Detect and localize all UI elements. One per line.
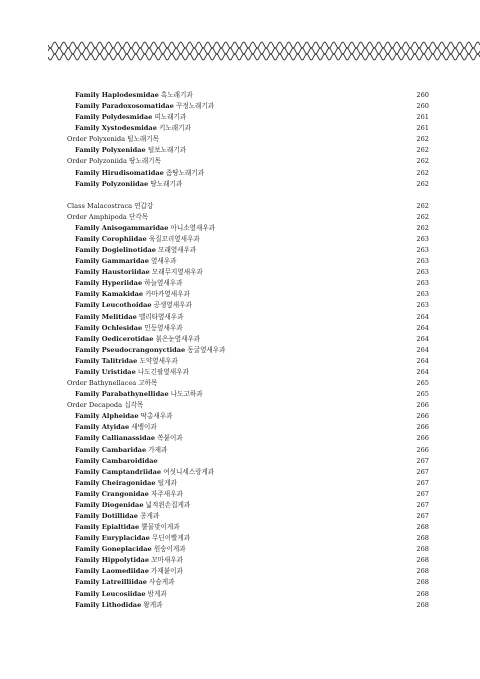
entry-page-number: 265 xyxy=(416,379,429,388)
entry-korean-name: 동굴옆새우과 xyxy=(187,345,226,354)
toc-entry-family[interactable] xyxy=(67,90,429,101)
entry-label xyxy=(67,134,159,145)
toc-entry-family[interactable] xyxy=(67,589,429,600)
toc-entry-family[interactable] xyxy=(67,145,429,156)
entry-scientific-name: Family Pseudocrangonyctidae xyxy=(75,345,186,354)
entry-scientific-name: Family Dotillidae xyxy=(75,511,138,520)
toc-entry-family[interactable] xyxy=(67,544,429,555)
entry-scientific-name: Family Cambaridae xyxy=(75,445,147,454)
entry-label xyxy=(75,267,203,278)
entry-korean-name: 원숭이게과 xyxy=(153,545,186,554)
entry-page-number: 262 xyxy=(416,212,429,221)
toc-entry-family[interactable] xyxy=(67,334,429,345)
entry-scientific-name: Family Lithodidae xyxy=(75,600,142,609)
entry-label xyxy=(75,112,186,123)
entry-scientific-name: Family Leucosiidae xyxy=(75,589,146,598)
toc-entry-order[interactable] xyxy=(67,400,429,411)
toc-entry-family[interactable] xyxy=(67,356,429,367)
entry-label xyxy=(75,145,186,156)
entry-label xyxy=(75,555,183,566)
entry-scientific-name: Family Paradoxosomatidae xyxy=(75,102,174,111)
entry-korean-name: 밤게과 xyxy=(147,589,167,598)
entry-page-number: 262 xyxy=(416,157,429,166)
table-of-contents xyxy=(67,90,429,611)
entry-label xyxy=(75,389,203,400)
entry-korean-name: 붉은눈옆새우과 xyxy=(155,334,201,343)
toc-entry-family[interactable] xyxy=(67,256,429,267)
entry-label xyxy=(75,179,182,190)
entry-korean-name: 자주새우과 xyxy=(151,489,183,498)
entry-scientific-name: Family Hippolytidae xyxy=(75,556,150,565)
entry-korean-name: 하늘옆새우과 xyxy=(144,279,183,288)
entry-korean-name: 꾸정노래기과 xyxy=(175,102,215,111)
entry-label xyxy=(75,577,175,588)
toc-entry-family[interactable] xyxy=(67,600,429,611)
entry-label xyxy=(75,600,163,611)
entry-page-number: 268 xyxy=(416,567,429,576)
entry-scientific-name: Order Bathynellacea xyxy=(67,379,137,388)
entry-page-number: 263 xyxy=(416,301,429,310)
toc-entry-family[interactable] xyxy=(67,456,429,467)
entry-scientific-name: Family Leucothoidae xyxy=(75,301,152,310)
entry-korean-name: 나도긴팔옆새우과 xyxy=(137,367,189,376)
entry-scientific-name: Family Diogenidae xyxy=(75,500,144,509)
entry-label xyxy=(75,245,196,256)
entry-page-number: 262 xyxy=(416,223,429,232)
entry-scientific-name: Family Parabathynellidae xyxy=(75,390,169,399)
entry-label xyxy=(75,123,191,134)
entry-korean-name: 새뱅이과 xyxy=(131,423,157,432)
entry-scientific-name: Family Uristidae xyxy=(75,367,136,376)
entry-page-number: 260 xyxy=(416,102,429,111)
entry-korean-name: 넓적왼손집게과 xyxy=(145,500,191,509)
entry-label xyxy=(75,101,214,112)
entry-korean-name: 여섯니세스랑게과 xyxy=(163,467,215,476)
toc-entry-family[interactable] xyxy=(67,223,429,234)
toc-entry-order[interactable] xyxy=(67,212,429,223)
toc-entry-family[interactable] xyxy=(67,411,429,422)
entry-label xyxy=(75,256,177,267)
entry-page-number: 264 xyxy=(416,334,429,343)
entry-page-number: 267 xyxy=(416,511,429,520)
entry-label xyxy=(75,478,177,489)
toc-entry-family[interactable] xyxy=(67,522,429,533)
entry-label xyxy=(75,234,200,245)
toc-entry-family[interactable] xyxy=(67,445,429,456)
entry-label xyxy=(75,367,189,378)
entry-label xyxy=(75,566,183,577)
entry-scientific-name: Order Amphipoda xyxy=(67,212,127,221)
entry-page-number: 264 xyxy=(416,367,429,376)
entry-korean-name: 단각목 xyxy=(128,212,149,221)
entry-korean-name: 사슴게과 xyxy=(149,578,175,587)
entry-page-number: 268 xyxy=(416,578,429,587)
toc-entry-class[interactable] xyxy=(67,201,429,212)
entry-page-number: 263 xyxy=(416,235,429,244)
entry-page-number: 264 xyxy=(416,356,429,365)
entry-korean-name: 육질꼬리옆새우과 xyxy=(148,235,200,244)
toc-entry-family[interactable] xyxy=(67,533,429,544)
toc-entry-family[interactable] xyxy=(67,289,429,300)
entry-page-number: 263 xyxy=(416,279,429,288)
entry-page-number: 263 xyxy=(416,268,429,277)
entry-page-number: 268 xyxy=(416,545,429,554)
entry-scientific-name: Family Cheiragonidae xyxy=(75,478,156,487)
entry-korean-name: 공생옆새우과 xyxy=(153,301,192,310)
entry-page-number: 266 xyxy=(416,423,429,432)
entry-korean-name: 십각목 xyxy=(124,401,144,410)
entry-label xyxy=(75,433,183,444)
entry-label xyxy=(67,378,157,389)
entry-scientific-name: Order Decapoda xyxy=(67,401,123,410)
entry-label xyxy=(75,467,214,478)
entry-korean-name: 카마카옆새우과 xyxy=(145,290,190,299)
entry-scientific-name: Family Haplodesmidae xyxy=(75,91,159,99)
entry-label xyxy=(75,223,215,234)
entry-label xyxy=(75,300,192,311)
toc-entry-family[interactable] xyxy=(67,345,429,356)
entry-page-number: 267 xyxy=(416,467,429,476)
entry-page-number: 260 xyxy=(416,91,429,99)
entry-label xyxy=(67,212,148,223)
entry-page-number: 267 xyxy=(416,489,429,498)
entry-scientific-name: Family Hyperiidae xyxy=(75,279,143,288)
entry-page-number: 265 xyxy=(416,390,429,399)
toc-entry-family[interactable] xyxy=(67,179,429,190)
entry-korean-name: 털게과 xyxy=(157,478,177,487)
entry-page-number: 267 xyxy=(416,500,429,509)
entry-korean-name: 콩게과 xyxy=(140,511,160,520)
toc-entry-order[interactable] xyxy=(67,156,429,167)
entry-scientific-name: Family Polyxenidae xyxy=(75,146,146,155)
entry-scientific-name: Family Latreilliidae xyxy=(75,578,147,587)
entry-page-number: 266 xyxy=(416,434,429,443)
entry-korean-name: 고하목 xyxy=(138,379,158,388)
toc-entry-family[interactable] xyxy=(67,101,429,112)
entry-korean-name: 멜리타옆새우과 xyxy=(138,312,184,321)
entry-korean-name: 옆새우과 xyxy=(151,257,177,266)
entry-page-number: 262 xyxy=(416,146,429,155)
entry-scientific-name: Order Polyzoniida xyxy=(67,157,127,166)
entry-page-number: 261 xyxy=(416,113,429,122)
entry-label xyxy=(67,156,161,167)
entry-korean-name: 무딘이빨게과 xyxy=(151,534,191,543)
entry-label xyxy=(75,356,178,367)
entry-label xyxy=(75,422,157,433)
entry-label xyxy=(75,589,167,600)
toc-entry-family[interactable] xyxy=(67,168,429,179)
entry-page-number: 262 xyxy=(416,179,429,188)
section-spacer xyxy=(67,190,429,201)
entry-scientific-name: Family Talitridae xyxy=(75,356,138,365)
entry-scientific-name: Family Laomediidae xyxy=(75,567,149,576)
entry-scientific-name: Family Goneplacidae xyxy=(75,545,152,554)
entry-scientific-name: Order Polyxenida xyxy=(67,135,126,144)
entry-scientific-name: Family Xystodesmidae xyxy=(75,124,157,133)
entry-page-number: 268 xyxy=(416,556,429,565)
entry-page-number: 262 xyxy=(416,168,429,177)
entry-korean-name: 혹노래기과 xyxy=(160,91,193,99)
entry-scientific-name: Family Polydesmidae xyxy=(75,113,153,122)
entry-korean-name: 띠노래기과 xyxy=(154,113,187,122)
toc-entry-family[interactable] xyxy=(67,422,429,433)
entry-scientific-name: Family Corophiidae xyxy=(75,235,147,244)
entry-korean-name: 땅노래기목 xyxy=(129,157,161,166)
entry-scientific-name: Family Oedicerotidae xyxy=(75,334,154,343)
entry-korean-name: 도약옆새우과 xyxy=(139,356,178,365)
entry-label xyxy=(75,544,186,555)
entry-page-number: 263 xyxy=(416,246,429,255)
entry-label xyxy=(75,334,200,345)
toc-entry-family[interactable] xyxy=(67,577,429,588)
entry-label xyxy=(75,312,184,323)
entry-page-number: 267 xyxy=(416,478,429,487)
entry-korean-name: 모래무지옆새우과 xyxy=(151,268,203,277)
entry-label xyxy=(67,400,143,411)
entry-korean-name: 가재붙이과 xyxy=(151,567,183,576)
toc-entry-family[interactable] xyxy=(67,112,429,123)
entry-label xyxy=(75,522,180,533)
decorative-wave-border xyxy=(48,40,480,62)
entry-scientific-name: Family Callianassidae xyxy=(75,434,156,443)
toc-entry-family[interactable] xyxy=(67,312,429,323)
entry-scientific-name: Family Alpheidae xyxy=(75,412,139,421)
toc-entry-family[interactable] xyxy=(67,278,429,289)
entry-scientific-name: Family Atyidae xyxy=(75,423,130,432)
entry-korean-name: 왕게과 xyxy=(143,600,163,609)
toc-entry-family[interactable] xyxy=(67,234,429,245)
toc-entry-family[interactable] xyxy=(67,478,429,489)
entry-label xyxy=(75,168,204,179)
entry-label xyxy=(75,345,226,356)
entry-label xyxy=(75,278,182,289)
toc-entry-family[interactable] xyxy=(67,489,429,500)
entry-scientific-name: Family Gammaridae xyxy=(75,257,149,266)
toc-entry-family[interactable] xyxy=(67,267,429,278)
entry-page-number: 263 xyxy=(416,257,429,266)
entry-scientific-name: Family Euryplacidae xyxy=(75,534,150,543)
entry-scientific-name: Family Ochlesidae xyxy=(75,323,143,332)
entry-scientific-name: Family Dogielinotidae xyxy=(75,246,156,255)
entry-page-number: 264 xyxy=(416,323,429,332)
entry-label xyxy=(75,289,190,300)
toc-entry-family[interactable] xyxy=(67,323,429,334)
entry-page-number: 266 xyxy=(416,412,429,421)
toc-entry-family[interactable] xyxy=(67,367,429,378)
entry-scientific-name: Family Melitidae xyxy=(75,312,137,321)
entry-korean-name: 털노래기목 xyxy=(127,135,159,144)
toc-entry-family[interactable] xyxy=(67,300,429,311)
entry-label xyxy=(75,323,183,334)
entry-scientific-name: Family Kamakidae xyxy=(75,290,144,299)
toc-entry-family[interactable] xyxy=(67,555,429,566)
entry-page-number: 262 xyxy=(416,135,429,144)
entry-page-number: 261 xyxy=(416,124,429,133)
entry-label xyxy=(75,489,183,500)
toc-entry-family[interactable] xyxy=(67,511,429,522)
entry-scientific-name: Class Malacostraca xyxy=(67,201,133,210)
entry-korean-name: 아니소옆새우과 xyxy=(170,223,216,232)
toc-entry-order[interactable] xyxy=(67,378,429,389)
entry-scientific-name: Family Polyzoniidae xyxy=(75,179,149,188)
toc-entry-family[interactable] xyxy=(67,245,429,256)
entry-scientific-name: Family Epialtidae xyxy=(75,523,140,532)
toc-entry-family[interactable] xyxy=(67,123,429,134)
entry-korean-name: 땅노래기과 xyxy=(150,179,183,188)
entry-page-number: 267 xyxy=(416,456,429,465)
entry-korean-name: 연갑강 xyxy=(134,201,154,210)
entry-scientific-name: Family Camptandriidae xyxy=(75,467,162,476)
toc-entry-family[interactable] xyxy=(67,500,429,511)
entry-label xyxy=(75,511,159,522)
entry-scientific-name: Family Hirudisomatidae xyxy=(75,168,164,177)
entry-label xyxy=(75,411,172,422)
entry-label xyxy=(67,201,153,212)
toc-entry-family[interactable] xyxy=(67,566,429,577)
entry-page-number: 268 xyxy=(416,589,429,598)
toc-entry-family[interactable] xyxy=(67,433,429,444)
entry-label xyxy=(75,500,190,511)
entry-label xyxy=(75,533,190,544)
toc-entry-order[interactable] xyxy=(67,134,429,145)
toc-entry-family[interactable] xyxy=(67,389,429,400)
entry-scientific-name: Family Haustoriidae xyxy=(75,268,150,277)
entry-page-number: 266 xyxy=(416,401,429,410)
entry-korean-name: 꼬마새우과 xyxy=(151,556,183,565)
entry-scientific-name: Family Anisogammaridae xyxy=(75,223,169,232)
entry-korean-name: 털보노래기과 xyxy=(147,146,187,155)
entry-korean-name: 모래옆새우과 xyxy=(158,246,197,255)
entry-page-number: 268 xyxy=(416,523,429,532)
entry-korean-name: 키노래기과 xyxy=(159,124,191,133)
toc-entry-family[interactable] xyxy=(67,467,429,478)
entry-korean-name: 나도고하과 xyxy=(170,390,203,399)
entry-page-number: 262 xyxy=(416,201,429,210)
entry-page-number: 264 xyxy=(416,345,429,354)
entry-page-number: 263 xyxy=(416,290,429,299)
entry-korean-name: 가재과 xyxy=(148,445,168,454)
entry-scientific-name: Family Cambaroididae xyxy=(75,456,158,465)
entry-label xyxy=(75,445,167,456)
entry-korean-name: 쏙붙이과 xyxy=(157,434,183,443)
entry-page-number: 268 xyxy=(416,534,429,543)
entry-page-number: 266 xyxy=(416,445,429,454)
entry-korean-name: 좀땅노래기과 xyxy=(165,168,205,177)
entry-label xyxy=(75,456,158,467)
entry-korean-name: 딱총새우과 xyxy=(140,412,173,421)
entry-page-number: 264 xyxy=(416,312,429,321)
entry-label xyxy=(75,90,193,101)
entry-korean-name: 뿔물맞이게과 xyxy=(141,523,180,532)
entry-scientific-name: Family Crangonidae xyxy=(75,489,149,498)
entry-page-number: 268 xyxy=(416,600,429,609)
entry-korean-name: 민등옆새우과 xyxy=(144,323,183,332)
